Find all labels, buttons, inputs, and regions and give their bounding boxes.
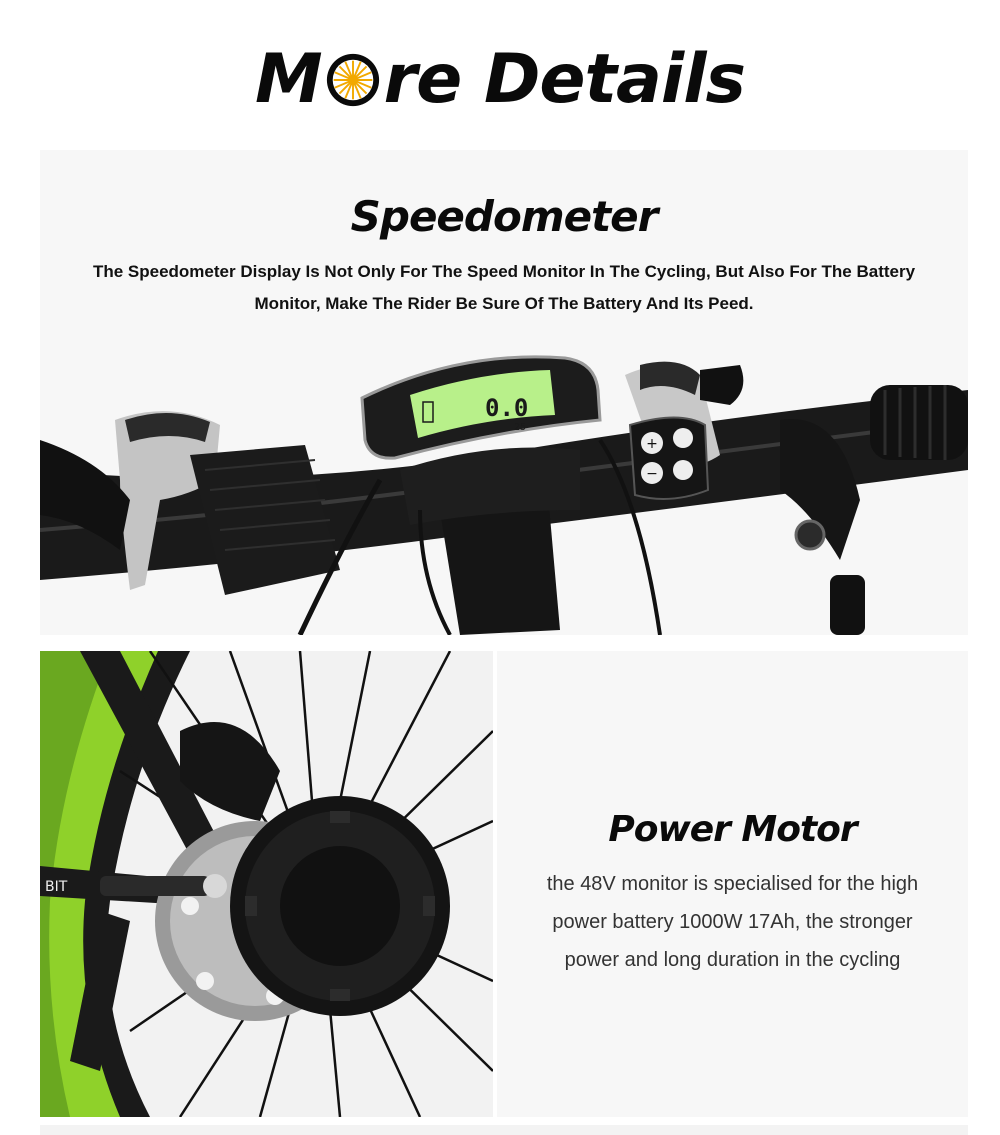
- motor-text-panel: [497, 651, 968, 1117]
- motor-description-line: power and long duration in the cycling: [564, 949, 901, 971]
- motor-description-line: the 48V monitor is specialised for the high: [546, 873, 919, 895]
- speedometer-panel: [40, 150, 968, 635]
- svg-text:+: +: [646, 436, 658, 452]
- motor-photo: [40, 651, 493, 1117]
- display-small-reading: 25: [514, 422, 527, 433]
- speedometer-description-line: The Speedometer Display Is Not Only For The Speed Monitor In The Cycling, But Also For The Battery: [92, 262, 916, 281]
- svg-text:BIT: BIT: [45, 879, 68, 895]
- motor-title: Power Motor: [608, 809, 857, 850]
- page-title: [0, 40, 1000, 119]
- display-reading: 0.0: [485, 394, 529, 422]
- motor-hub-image: [40, 651, 493, 1117]
- handlebar-photo: [40, 350, 968, 635]
- bottom-divider: [40, 1125, 968, 1135]
- motor-description: [507, 865, 958, 979]
- page-title-suffix: re Details: [383, 40, 746, 119]
- speedometer-description-line: Monitor, Make The Rider Be Sure Of The Battery And Its Peed.: [254, 294, 754, 313]
- wheel-icon: [324, 51, 382, 109]
- page-title-prefix: M: [254, 40, 322, 119]
- svg-text:−: −: [646, 466, 658, 482]
- motor-description-line: power battery 1000W 17Ah, the stronger: [552, 911, 913, 933]
- speedometer-description: [50, 256, 958, 320]
- speedometer-title: Speedometer: [350, 192, 658, 241]
